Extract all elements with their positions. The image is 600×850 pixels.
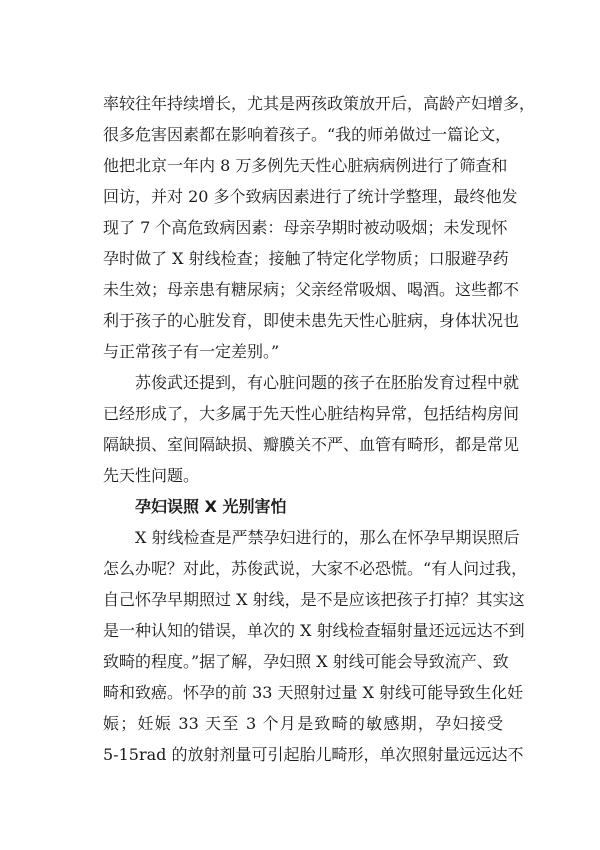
paragraph1-line: 他把北京一年内 8 万多例先天性心脏病病例进行了筛查和: [103, 156, 508, 175]
paragraph1-line: 现了 7 个高危致病因素：母亲孕期时被动吸烟；未发现怀: [103, 218, 508, 237]
paragraph3-line: 5-15rad 的放射剂量可引起胎儿畸形，单次照射量远远达不: [103, 745, 524, 764]
paragraph3-line: X 射线检查是严禁孕妇进行的，那么在怀孕早期误照后: [135, 528, 520, 547]
paragraph3-line: 怎么办呢？对此，苏俊武说，大家不必恐慌。“有人问过我，: [103, 559, 528, 578]
paragraph1-line: 与正常孩子有一定差别。”: [103, 342, 280, 361]
paragraph2-line: 已经形成了，大多属于先天性心脏结构异常，包括结构房间: [103, 404, 520, 423]
paragraph3-line: 致畸的程度。”据了解，孕妇照 X 射线可能会导致流产、致: [103, 652, 509, 671]
paragraph2-line: 先天性问题。: [103, 466, 200, 485]
section-heading: 孕妇误照 X 光别害怕: [135, 497, 287, 516]
paragraph1-line: 未生效；母亲患有糖尿病；父亲经常吸烟、喝酒。这些都不: [103, 280, 520, 299]
paragraph2-line: 苏俊武还提到，有心脏问题的孩子在胚胎发育过程中就: [135, 373, 520, 392]
paragraph1-line: 很多危害因素都在影响着孩子。“我的师弟做过一篇论文，: [103, 125, 512, 144]
paragraph1-line: 率较往年持续增长，尤其是两孩政策放开后，高龄产妇增多，: [103, 94, 536, 113]
paragraph1-line: 孕时做了 X 射线检查；接触了特定化学物质；口服避孕药: [103, 249, 509, 268]
paragraph1-line: 利于孩子的心脏发育，即使未患先天性心脏病，身体状况也: [103, 311, 520, 330]
paragraph2-line: 隔缺损、室间隔缺损、瓣膜关不严、血管有畸形，都是常见: [103, 435, 520, 454]
paragraph3-line: 自己怀孕早期照过 X 射线，是不是应该把孩子打掉？其实这: [103, 590, 525, 609]
paragraph3-line: 畸和致癌。怀孕的前 33 天照射过量 X 射线可能导致生化妊: [103, 683, 524, 702]
paragraph1-line: 回访，并对 20 多个致病因素进行了统计学整理，最终他发: [103, 187, 518, 206]
paragraph3-line: 娠；妊娠 33 天至 3 个月是致畸的敏感期，孕妇接受: [103, 714, 503, 733]
paragraph3-line: 是一种认知的错误，单次的 X 射线检查辐射量还远远达不到: [103, 621, 525, 640]
